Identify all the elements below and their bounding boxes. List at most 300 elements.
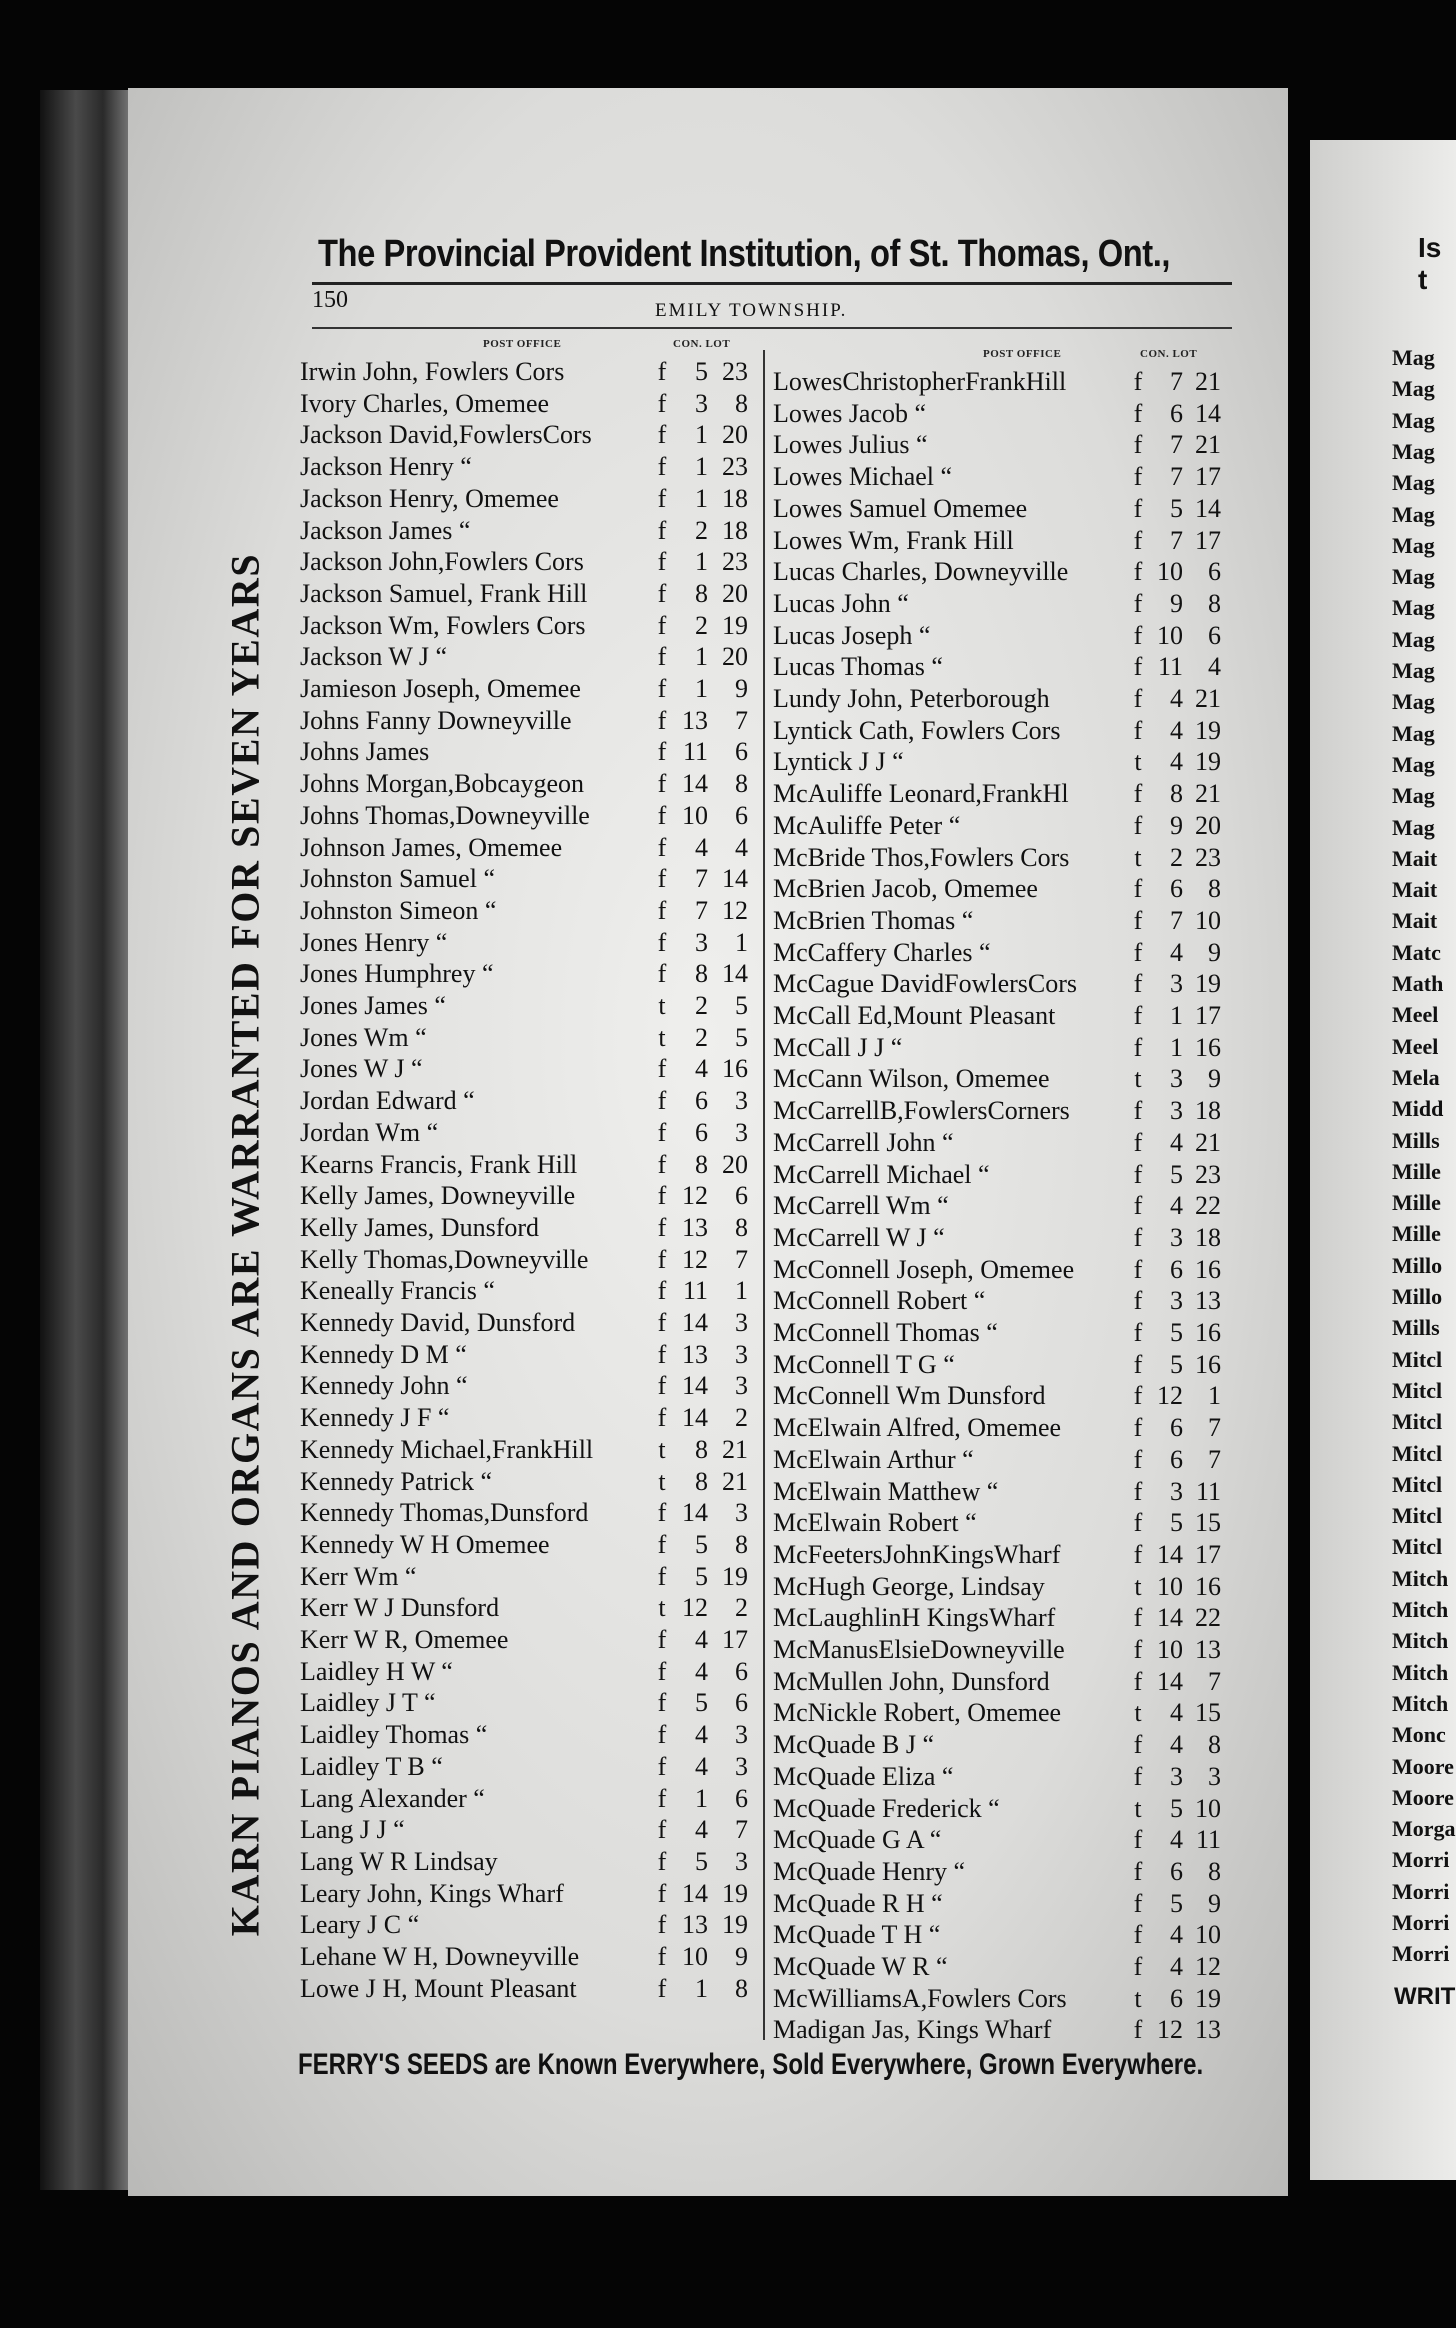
directory-entry bbox=[773, 1413, 1228, 1445]
entry-tenure: f bbox=[657, 1498, 667, 1528]
entry-lot: 8 bbox=[735, 1212, 748, 1242]
top-rule bbox=[312, 282, 1232, 285]
entry-lot: 21 bbox=[722, 1434, 748, 1464]
directory-entry bbox=[773, 1223, 1228, 1255]
directory-entry bbox=[773, 874, 1228, 906]
entry-name: Jones Wm “ bbox=[300, 1022, 427, 1052]
facing-page-item: Mitcl bbox=[1392, 1534, 1443, 1560]
entry-concession: 5 bbox=[695, 1561, 708, 1591]
facing-page-item: Mille bbox=[1392, 1158, 1441, 1184]
entry-concession: 5 bbox=[1170, 493, 1183, 523]
entry-concession: 10 bbox=[1157, 1571, 1183, 1601]
facing-page-item: Mitcl bbox=[1392, 1440, 1443, 1466]
entry-name: Kennedy Thomas,Dunsford bbox=[300, 1498, 589, 1528]
entry-name: Lucas Charles, Downeyville bbox=[773, 557, 1069, 587]
entry-lot: 19 bbox=[1195, 969, 1221, 999]
entry-concession: 6 bbox=[1170, 1856, 1183, 1886]
entry-tenure: f bbox=[657, 895, 667, 925]
entry-lot: 8 bbox=[1208, 874, 1221, 904]
directory-entry bbox=[773, 1952, 1228, 1984]
directory-entry bbox=[300, 1181, 760, 1213]
entry-name: Lucas John “ bbox=[773, 588, 909, 618]
entry-tenure: t bbox=[1134, 1793, 1142, 1823]
entry-concession: 4 bbox=[1170, 1127, 1183, 1157]
entry-name: Laidley H W “ bbox=[300, 1656, 453, 1686]
entry-lot: 8 bbox=[735, 769, 748, 799]
entry-concession: 13 bbox=[682, 1212, 708, 1242]
entry-lot: 21 bbox=[1195, 430, 1221, 460]
entry-concession: 5 bbox=[695, 1529, 708, 1559]
entry-name: Jackson Samuel, Frank Hill bbox=[300, 578, 588, 608]
entry-concession: 5 bbox=[1170, 1349, 1183, 1379]
directory-entry bbox=[773, 1445, 1228, 1477]
entry-concession: 3 bbox=[1170, 1064, 1183, 1094]
entry-name: Kearns Francis, Frank Hill bbox=[300, 1149, 578, 1179]
entry-tenure: f bbox=[1133, 1730, 1143, 1760]
entry-tenure: f bbox=[1133, 1635, 1143, 1664]
directory-entry bbox=[773, 1889, 1228, 1921]
entry-lot: 20 bbox=[722, 1149, 748, 1179]
entry-name: Jones W J “ bbox=[300, 1054, 423, 1084]
entry-name: McQuade R H “ bbox=[773, 1888, 943, 1918]
entry-lot: 23 bbox=[1195, 842, 1221, 872]
running-head: EMILY TOWNSHIP. bbox=[655, 300, 848, 321]
entry-tenure: f bbox=[657, 832, 667, 862]
entry-tenure: f bbox=[1133, 557, 1143, 587]
facing-page-item: Mag bbox=[1392, 376, 1435, 402]
entry-tenure: f bbox=[657, 1308, 667, 1337]
entry-lot: 17 bbox=[1195, 462, 1221, 492]
directory-entry bbox=[773, 430, 1228, 462]
entry-concession: 6 bbox=[1170, 874, 1183, 904]
entry-lot: 8 bbox=[1208, 588, 1221, 618]
entry-lot: 11 bbox=[1195, 1825, 1221, 1855]
entry-name: McCarrell W J “ bbox=[773, 1222, 945, 1252]
entry-concession: 14 bbox=[682, 1878, 708, 1908]
entry-tenure: f bbox=[657, 1846, 667, 1876]
directory-entry bbox=[300, 1435, 760, 1467]
entry-name: Kerr Wm “ bbox=[300, 1561, 417, 1591]
entry-concession: 10 bbox=[682, 800, 708, 830]
entry-name: McConnell T G “ bbox=[773, 1349, 955, 1379]
entry-tenure: t bbox=[658, 991, 666, 1020]
entry-lot: 7 bbox=[1208, 1444, 1221, 1474]
facing-page-item: Mitch bbox=[1392, 1659, 1449, 1685]
entry-tenure: f bbox=[657, 1720, 667, 1750]
entry-lot: 6 bbox=[735, 1656, 748, 1686]
entry-name: McConnell Robert “ bbox=[773, 1286, 986, 1316]
entry-concession: 4 bbox=[1170, 715, 1183, 745]
directory-entry bbox=[773, 779, 1228, 811]
entry-concession: 4 bbox=[1170, 1730, 1183, 1760]
directory-entry bbox=[300, 959, 760, 991]
entry-concession: 4 bbox=[695, 1625, 708, 1654]
directory-entry bbox=[300, 1879, 760, 1911]
entry-name: Lowe J H, Mount Pleasant bbox=[300, 1973, 577, 2003]
directory-entry bbox=[773, 1635, 1228, 1667]
entry-name: McFeetersJohnKingsWharf bbox=[773, 1539, 1061, 1569]
entry-concession: 11 bbox=[682, 1276, 708, 1306]
directory-entry bbox=[300, 1498, 760, 1530]
entry-tenure: f bbox=[657, 483, 667, 513]
entry-tenure: t bbox=[1134, 1571, 1142, 1601]
directory-entry bbox=[773, 1318, 1228, 1350]
directory-entry bbox=[773, 1794, 1228, 1826]
directory-entry bbox=[773, 1128, 1228, 1160]
entry-lot: 3 bbox=[1208, 1761, 1221, 1791]
right-post-office-header: POST OFFICE bbox=[983, 348, 1062, 360]
entry-tenure: f bbox=[1133, 652, 1143, 682]
entry-concession: 8 bbox=[695, 1149, 708, 1179]
facing-page-item: Mait bbox=[1392, 877, 1438, 903]
entry-tenure: f bbox=[1133, 1413, 1143, 1443]
entry-lot: 14 bbox=[722, 864, 748, 894]
entry-name: Lang W R Lindsay bbox=[300, 1846, 498, 1876]
entry-name: McBride Thos,Fowlers Cors bbox=[773, 842, 1070, 872]
directory-entry bbox=[300, 1150, 760, 1182]
directory-entry bbox=[300, 769, 760, 801]
entry-lot: 18 bbox=[1195, 1096, 1221, 1126]
facing-page-item: Mitcl bbox=[1392, 1503, 1443, 1529]
entry-lot: 7 bbox=[735, 1815, 748, 1845]
entry-lot: 14 bbox=[722, 959, 748, 989]
directory-entry bbox=[773, 747, 1228, 779]
entry-lot: 7 bbox=[1208, 1413, 1221, 1443]
entry-name: LowesChristopherFrankHill bbox=[773, 367, 1067, 396]
entry-name: Lowes Michael “ bbox=[773, 462, 953, 492]
entry-lot: 20 bbox=[722, 578, 748, 608]
entry-concession: 5 bbox=[1170, 1793, 1183, 1823]
directory-entry bbox=[773, 906, 1228, 938]
facing-page-item: Mag bbox=[1392, 689, 1435, 715]
directory-entry bbox=[773, 1762, 1228, 1794]
entry-lot: 19 bbox=[722, 610, 748, 640]
entry-lot: 19 bbox=[722, 1561, 748, 1591]
entry-concession: 6 bbox=[1170, 1413, 1183, 1443]
directory-entry bbox=[300, 357, 760, 389]
entry-concession: 3 bbox=[695, 388, 708, 418]
entry-tenure: f bbox=[657, 1244, 667, 1274]
entry-lot: 13 bbox=[1195, 2015, 1221, 2045]
entry-tenure: f bbox=[1133, 1286, 1143, 1316]
entry-tenure: f bbox=[657, 388, 667, 418]
directory-entry bbox=[300, 928, 760, 960]
left-post-office-header: POST OFFICE bbox=[483, 338, 562, 350]
entry-concession: 6 bbox=[1170, 1254, 1183, 1284]
entry-concession: 10 bbox=[1157, 620, 1183, 650]
facing-page-item: Mitcl bbox=[1392, 1471, 1443, 1497]
directory-entry bbox=[773, 1857, 1228, 1889]
entry-concession: 13 bbox=[682, 1339, 708, 1369]
entry-name: Jackson Wm, Fowlers Cors bbox=[300, 610, 586, 640]
directory-entry bbox=[773, 1350, 1228, 1382]
directory-entry bbox=[300, 1974, 760, 2006]
entry-lot: 13 bbox=[1195, 1635, 1221, 1664]
entry-tenure: f bbox=[1133, 588, 1143, 618]
entry-lot: 1 bbox=[1208, 1381, 1221, 1411]
entry-lot: 16 bbox=[1195, 1254, 1221, 1284]
entry-name: McQuade G A “ bbox=[773, 1825, 942, 1855]
entry-tenure: f bbox=[1133, 937, 1143, 967]
entry-name: Jordan Wm “ bbox=[300, 1117, 439, 1147]
entry-lot: 19 bbox=[722, 1878, 748, 1908]
right-con-lot-header: CON. LOT bbox=[1140, 348, 1198, 360]
entry-lot: 22 bbox=[1195, 1191, 1221, 1221]
entry-lot: 16 bbox=[1195, 1349, 1221, 1379]
entry-tenure: f bbox=[657, 737, 667, 767]
entry-lot: 1 bbox=[735, 1276, 748, 1306]
entry-tenure: f bbox=[657, 1276, 667, 1306]
directory-entry bbox=[300, 706, 760, 738]
entry-name: McManusElsieDowneyville bbox=[773, 1635, 1065, 1664]
entry-lot: 6 bbox=[735, 1783, 748, 1813]
directory-entry bbox=[773, 621, 1228, 653]
entry-name: Irwin John, Fowlers Cors bbox=[300, 357, 565, 386]
facing-page-item: Mait bbox=[1392, 908, 1438, 934]
entry-concession: 5 bbox=[1170, 1318, 1183, 1347]
entry-concession: 1 bbox=[695, 1783, 708, 1813]
entry-concession: 7 bbox=[695, 895, 708, 925]
entry-tenure: t bbox=[1134, 747, 1142, 777]
entry-concession: 5 bbox=[695, 357, 708, 386]
directory-entry bbox=[773, 1096, 1228, 1128]
directory-entry bbox=[300, 1023, 760, 1055]
entry-name: Lundy John, Peterborough bbox=[773, 684, 1050, 713]
entry-tenure: t bbox=[658, 1022, 666, 1052]
entry-concession: 14 bbox=[682, 769, 708, 799]
entry-name: McCarrell John “ bbox=[773, 1127, 954, 1157]
directory-entry bbox=[300, 1371, 760, 1403]
entry-name: McCague DavidFowlersCors bbox=[773, 969, 1078, 999]
entry-tenure: f bbox=[1133, 1349, 1143, 1379]
entry-lot: 6 bbox=[1208, 620, 1221, 650]
entry-concession: 2 bbox=[695, 991, 708, 1020]
entry-name: Johns Morgan,Bobcaygeon bbox=[300, 769, 585, 799]
entry-concession: 1 bbox=[695, 674, 708, 703]
entry-name: Jones James “ bbox=[300, 991, 446, 1020]
entry-concession: 4 bbox=[1170, 1698, 1183, 1728]
entry-concession: 1 bbox=[695, 1973, 708, 2003]
entry-tenure: t bbox=[1134, 1698, 1142, 1728]
entry-lot: 9 bbox=[735, 1942, 748, 1971]
entry-lot: 21 bbox=[1195, 1127, 1221, 1157]
entry-concession: 8 bbox=[1170, 779, 1183, 809]
directory-entry bbox=[773, 1286, 1228, 1318]
entry-tenure: f bbox=[657, 769, 667, 799]
entry-lot: 4 bbox=[1208, 652, 1221, 682]
entry-tenure: f bbox=[1133, 1001, 1143, 1030]
entry-lot: 3 bbox=[735, 1086, 748, 1116]
facing-page-item: Mitch bbox=[1392, 1690, 1449, 1716]
entry-tenure: f bbox=[1133, 715, 1143, 745]
entry-concession: 8 bbox=[695, 578, 708, 608]
entry-lot: 7 bbox=[735, 1244, 748, 1274]
facing-page-item: Moore bbox=[1392, 1784, 1454, 1810]
directory-entry bbox=[773, 1572, 1228, 1604]
directory-entry bbox=[300, 420, 760, 452]
entry-name: Jones Henry “ bbox=[300, 927, 448, 957]
entry-concession: 3 bbox=[695, 927, 708, 957]
directory-entry bbox=[300, 1086, 760, 1118]
entry-concession: 5 bbox=[695, 1688, 708, 1718]
facing-page-item: Mela bbox=[1392, 1064, 1440, 1090]
directory-entry bbox=[300, 1593, 760, 1625]
directory-entry bbox=[300, 1752, 760, 1784]
facing-page-item: Math bbox=[1392, 971, 1444, 996]
entry-lot: 6 bbox=[735, 1688, 748, 1718]
book-spine-edge bbox=[40, 90, 130, 2190]
entry-lot: 5 bbox=[735, 1022, 748, 1052]
entry-tenure: f bbox=[657, 547, 667, 577]
directory-entry bbox=[300, 1340, 760, 1372]
facing-page-item: Mills bbox=[1392, 1127, 1440, 1153]
entry-name: Lowes Jacob “ bbox=[773, 398, 927, 428]
entry-concession: 1 bbox=[1170, 1032, 1183, 1062]
entry-tenure: f bbox=[1133, 1222, 1143, 1252]
entry-concession: 3 bbox=[1170, 1761, 1183, 1791]
entry-name: Lyntick Cath, Fowlers Cors bbox=[773, 715, 1061, 745]
directory-entry bbox=[300, 1657, 760, 1689]
entry-tenure: f bbox=[1133, 620, 1143, 650]
facing-page-item: Mitch bbox=[1392, 1628, 1449, 1654]
entry-lot: 15 bbox=[1195, 1698, 1221, 1728]
entry-tenure: f bbox=[1133, 969, 1143, 999]
entry-concession: 12 bbox=[682, 1593, 708, 1623]
entry-tenure: f bbox=[657, 1783, 667, 1813]
facing-page-item: Mag bbox=[1392, 345, 1435, 370]
entry-name: Lehane W H, Downeyville bbox=[300, 1942, 580, 1971]
entry-name: McQuade Henry “ bbox=[773, 1856, 966, 1886]
entry-name: Lyntick J J “ bbox=[773, 747, 904, 777]
entry-name: Lang J J “ bbox=[300, 1815, 405, 1845]
entry-tenure: f bbox=[1133, 1127, 1143, 1157]
entry-name: McQuade T H “ bbox=[773, 1920, 941, 1950]
directory-entry bbox=[773, 462, 1228, 494]
facing-page-item: Monc bbox=[1392, 1722, 1446, 1748]
entry-tenure: t bbox=[658, 1434, 666, 1464]
entry-name: Jackson W J “ bbox=[300, 642, 448, 672]
entry-tenure: f bbox=[657, 1688, 667, 1718]
entry-lot: 21 bbox=[1195, 779, 1221, 809]
entry-lot: 14 bbox=[1195, 398, 1221, 428]
directory-entry bbox=[773, 1667, 1228, 1699]
entry-concession: 8 bbox=[695, 1434, 708, 1464]
entry-name: McConnell Wm Dunsford bbox=[773, 1381, 1046, 1411]
entry-tenure: f bbox=[1133, 1603, 1143, 1633]
entry-concession: 7 bbox=[1170, 525, 1183, 555]
entry-tenure: f bbox=[1133, 905, 1143, 935]
entry-tenure: f bbox=[657, 1403, 667, 1433]
entry-concession: 1 bbox=[1170, 1001, 1183, 1030]
entry-name: Laidley J T “ bbox=[300, 1688, 436, 1718]
entry-lot: 10 bbox=[1195, 905, 1221, 935]
entry-tenure: f bbox=[657, 1149, 667, 1179]
entry-tenure: f bbox=[657, 1815, 667, 1845]
directory-entry bbox=[773, 1603, 1228, 1635]
entry-lot: 17 bbox=[722, 1625, 748, 1654]
entry-name: Kelly Thomas,Downeyville bbox=[300, 1244, 589, 1274]
directory-entry bbox=[300, 452, 760, 484]
entry-lot: 20 bbox=[722, 642, 748, 672]
entry-name: Lowes Julius “ bbox=[773, 430, 928, 460]
entry-name: McCaffery Charles “ bbox=[773, 937, 991, 967]
facing-page-item: Matc bbox=[1392, 939, 1441, 965]
entry-name: Johnson James, Omemee bbox=[300, 832, 563, 862]
directory-entry bbox=[300, 991, 760, 1023]
directory-entry bbox=[773, 1825, 1228, 1857]
directory-entry bbox=[773, 1508, 1228, 1540]
directory-entry bbox=[300, 801, 760, 833]
directory-entry bbox=[300, 1562, 760, 1594]
entry-name: McCarrell Wm “ bbox=[773, 1191, 949, 1221]
directory-entry bbox=[300, 737, 760, 769]
directory-entry bbox=[773, 969, 1228, 1001]
entry-concession: 2 bbox=[695, 610, 708, 640]
header-rule bbox=[312, 327, 1232, 329]
entry-tenure: f bbox=[1133, 493, 1143, 523]
entry-tenure: f bbox=[657, 1054, 667, 1084]
entry-lot: 23 bbox=[722, 452, 748, 482]
directory-entry bbox=[300, 1625, 760, 1657]
directory-entry bbox=[300, 389, 760, 421]
entry-tenure: f bbox=[657, 1529, 667, 1559]
entry-concession: 14 bbox=[1157, 1603, 1183, 1633]
entry-tenure: f bbox=[1133, 1381, 1143, 1411]
facing-page-item: Morri bbox=[1392, 1910, 1450, 1935]
entry-lot: 3 bbox=[735, 1751, 748, 1781]
directory-entry bbox=[300, 1720, 760, 1752]
entry-concession: 14 bbox=[682, 1498, 708, 1528]
entry-lot: 8 bbox=[735, 1529, 748, 1559]
directory-entry bbox=[300, 516, 760, 548]
entry-lot: 23 bbox=[722, 547, 748, 577]
entry-lot: 12 bbox=[722, 895, 748, 925]
entry-name: Jamieson Joseph, Omemee bbox=[300, 674, 581, 703]
facing-page-item: Millo bbox=[1392, 1252, 1443, 1278]
entry-tenure: f bbox=[1133, 1825, 1143, 1855]
entry-tenure: f bbox=[1133, 1508, 1143, 1538]
entry-tenure: f bbox=[657, 1181, 667, 1211]
facing-page-item: Mitcl bbox=[1392, 1409, 1443, 1435]
directory-entry bbox=[773, 367, 1228, 399]
entry-lot: 17 bbox=[1195, 1001, 1221, 1030]
entry-tenure: t bbox=[1134, 1064, 1142, 1094]
entry-lot: 18 bbox=[722, 515, 748, 545]
entry-concession: 13 bbox=[682, 1910, 708, 1940]
entry-tenure: f bbox=[657, 1339, 667, 1369]
entry-name: Lowes Samuel Omemee bbox=[773, 493, 1028, 523]
entry-concession: 3 bbox=[1170, 969, 1183, 999]
directory-entry bbox=[300, 1276, 760, 1308]
facing-page-item: Mag bbox=[1392, 532, 1435, 558]
directory-entry bbox=[773, 526, 1228, 558]
entry-tenure: f bbox=[657, 1117, 667, 1147]
entry-tenure: f bbox=[657, 959, 667, 989]
entry-tenure: f bbox=[1133, 1096, 1143, 1126]
entry-concession: 8 bbox=[695, 959, 708, 989]
entry-tenure: f bbox=[1133, 1761, 1143, 1791]
entry-tenure: t bbox=[658, 1593, 666, 1623]
directory-entry bbox=[300, 1467, 760, 1499]
page-number: 150 bbox=[312, 287, 348, 313]
directory-entry bbox=[773, 843, 1228, 875]
entry-name: Kelly James, Downeyville bbox=[300, 1181, 576, 1211]
entry-name: Kelly James, Dunsford bbox=[300, 1212, 540, 1242]
side-ad-text: KARN PIANOS AND ORGANS ARE WARRANTED FOR SEVEN YEARS bbox=[222, 552, 268, 1937]
entry-name: McElwain Matthew “ bbox=[773, 1476, 999, 1506]
directory-entry bbox=[773, 494, 1228, 526]
entry-tenure: f bbox=[1133, 810, 1143, 840]
